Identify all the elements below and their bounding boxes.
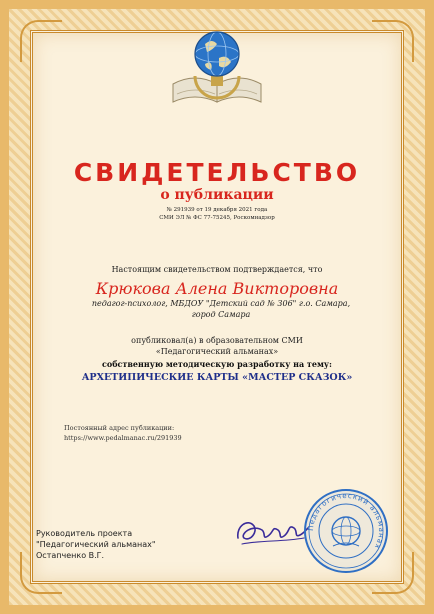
publication-address	[64, 423, 182, 443]
globe-emblem-icon	[167, 14, 267, 114]
corner-ornament	[372, 20, 414, 62]
certificate-subtitle: о публикации	[160, 187, 274, 203]
certificate-title: СВИДЕТЕЛЬСТВО	[73, 158, 361, 187]
work-type: собственную методическую разработку на тему:	[101, 359, 332, 369]
confirmation-text: Настоящим свидетельством подтверждается, что	[111, 265, 323, 274]
certificate-number: № 291939 от 19 декабря 2021 года	[166, 207, 268, 213]
director-name: Остапченко В.Г.	[36, 551, 105, 560]
project-director	[36, 528, 156, 561]
media-name: «Педагогический альманах»	[155, 347, 279, 356]
stamp-seal-icon	[303, 488, 389, 574]
publication-topic: АРХЕТИПИЧЕСКИЕ КАРТЫ «МАСТЕР СКАЗОК»	[81, 372, 353, 383]
corner-ornament	[20, 20, 62, 62]
director-title: Руководитель проекта	[36, 529, 133, 538]
signature-icon	[232, 508, 312, 552]
project-name: "Педагогический альманах"	[36, 540, 156, 549]
address-label: Постоянный адрес публикации:	[64, 424, 175, 432]
stamp-ring-text: Педагогический альманах	[306, 491, 386, 551]
recipient-name: Крюкова Алена Викторовна	[95, 279, 339, 298]
media-registration: СМИ ЭЛ № ФС 77-75245, Роскомнадзор	[159, 215, 275, 221]
recipient-position: педагог-психолог, МБДОУ "Детский сад № 306" г.о. Самара, город Самара	[91, 299, 351, 319]
address-url: https://www.pedalmanac.ru/291939	[64, 434, 182, 442]
published-line: опубликовал(а) в образовательном СМИ	[131, 336, 303, 345]
